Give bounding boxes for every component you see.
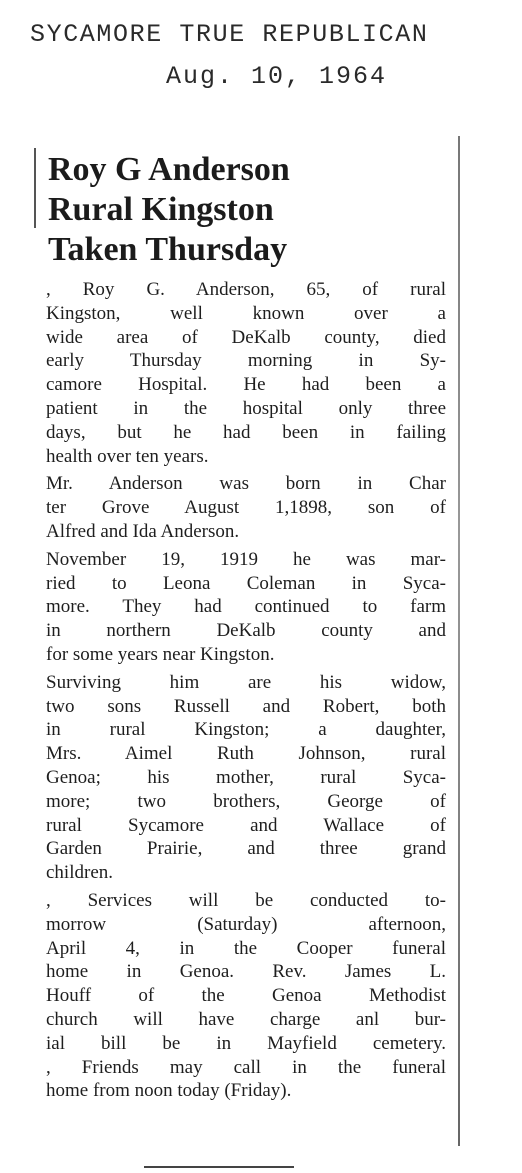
text-line: ial bill be in Mayfield cemetery. bbox=[46, 1032, 446, 1054]
headline-line: Roy G Anderson bbox=[48, 151, 290, 188]
text-line: Surviving him are his widow, bbox=[46, 671, 446, 693]
text-line: health over ten years. bbox=[46, 445, 209, 467]
text-line: morrow (Saturday) afternoon, bbox=[46, 913, 446, 935]
publication-date: Aug. 10, 1964 bbox=[166, 62, 388, 91]
text-line: home from noon today (Friday). bbox=[46, 1080, 292, 1102]
newspaper-source: SYCAMORE TRUE REPUBLICAN bbox=[30, 20, 429, 49]
clipping-left-edge bbox=[34, 148, 36, 228]
text-line: patient in the hospital only three bbox=[46, 397, 446, 419]
headline-line: Rural Kingston bbox=[48, 191, 274, 228]
text-line: ter Grove August 1,1898, son of bbox=[46, 497, 446, 519]
text-line: ried to Leona Coleman in Syca- bbox=[46, 572, 446, 594]
text-line: for some years near Kingston. bbox=[46, 643, 275, 665]
text-line: church will have charge anl bur- bbox=[46, 1008, 446, 1030]
headline-line: Taken Thursday bbox=[48, 231, 288, 268]
text-line: children. bbox=[46, 862, 114, 884]
text-line: wide area of DeKalb county, died bbox=[46, 326, 446, 348]
text-line: Houff of the Genoa Methodist bbox=[46, 985, 446, 1007]
text-line: Genoa; his mother, rural Syca- bbox=[46, 766, 446, 788]
paragraph-marriage bbox=[46, 548, 446, 667]
paragraph-survivors bbox=[46, 671, 446, 885]
text-line: April 4, in the Cooper funeral bbox=[46, 937, 446, 959]
text-line: Mrs. Aimel Ruth Johnson, rural bbox=[46, 743, 446, 765]
text-line: , Friends may call in the funeral bbox=[46, 1056, 446, 1078]
paragraph-intro bbox=[46, 278, 446, 468]
text-line: Garden Prairie, and three grand bbox=[46, 838, 446, 860]
text-line: Kingston, well known over a bbox=[46, 302, 446, 324]
text-line: , Services will be conducted to- bbox=[46, 889, 446, 911]
text-line: home in Genoa. Rev. James L. bbox=[46, 961, 446, 983]
paragraph-birth bbox=[46, 472, 446, 543]
paragraph-services bbox=[46, 889, 446, 1103]
text-line: in rural Kingston; a daughter, bbox=[46, 719, 446, 741]
text-line: Mr. Anderson was born in Char bbox=[46, 473, 446, 495]
clipping-right-edge bbox=[458, 136, 460, 1146]
text-line: November 19, 1919 he was mar- bbox=[46, 548, 446, 570]
text-line: in northern DeKalb county and bbox=[46, 620, 446, 642]
article-headline bbox=[48, 150, 290, 270]
text-line: early Thursday morning in Sy- bbox=[46, 350, 446, 372]
newspaper-clipping bbox=[34, 136, 460, 1166]
text-line: more; two brothers, George of bbox=[46, 790, 446, 812]
article-body bbox=[46, 278, 446, 1107]
text-line: two sons Russell and Robert, both bbox=[46, 695, 446, 717]
end-rule bbox=[144, 1166, 294, 1168]
text-line: Alfred and Ida Anderson. bbox=[46, 520, 240, 542]
text-line: days, but he had been in failing bbox=[46, 421, 446, 443]
text-line: , Roy G. Anderson, 65, of rural bbox=[46, 279, 446, 300]
text-line: more. They had continued to farm bbox=[46, 596, 446, 618]
text-line: rural Sycamore and Wallace of bbox=[46, 814, 446, 836]
text-line: camore Hospital. He had been a bbox=[46, 374, 446, 396]
